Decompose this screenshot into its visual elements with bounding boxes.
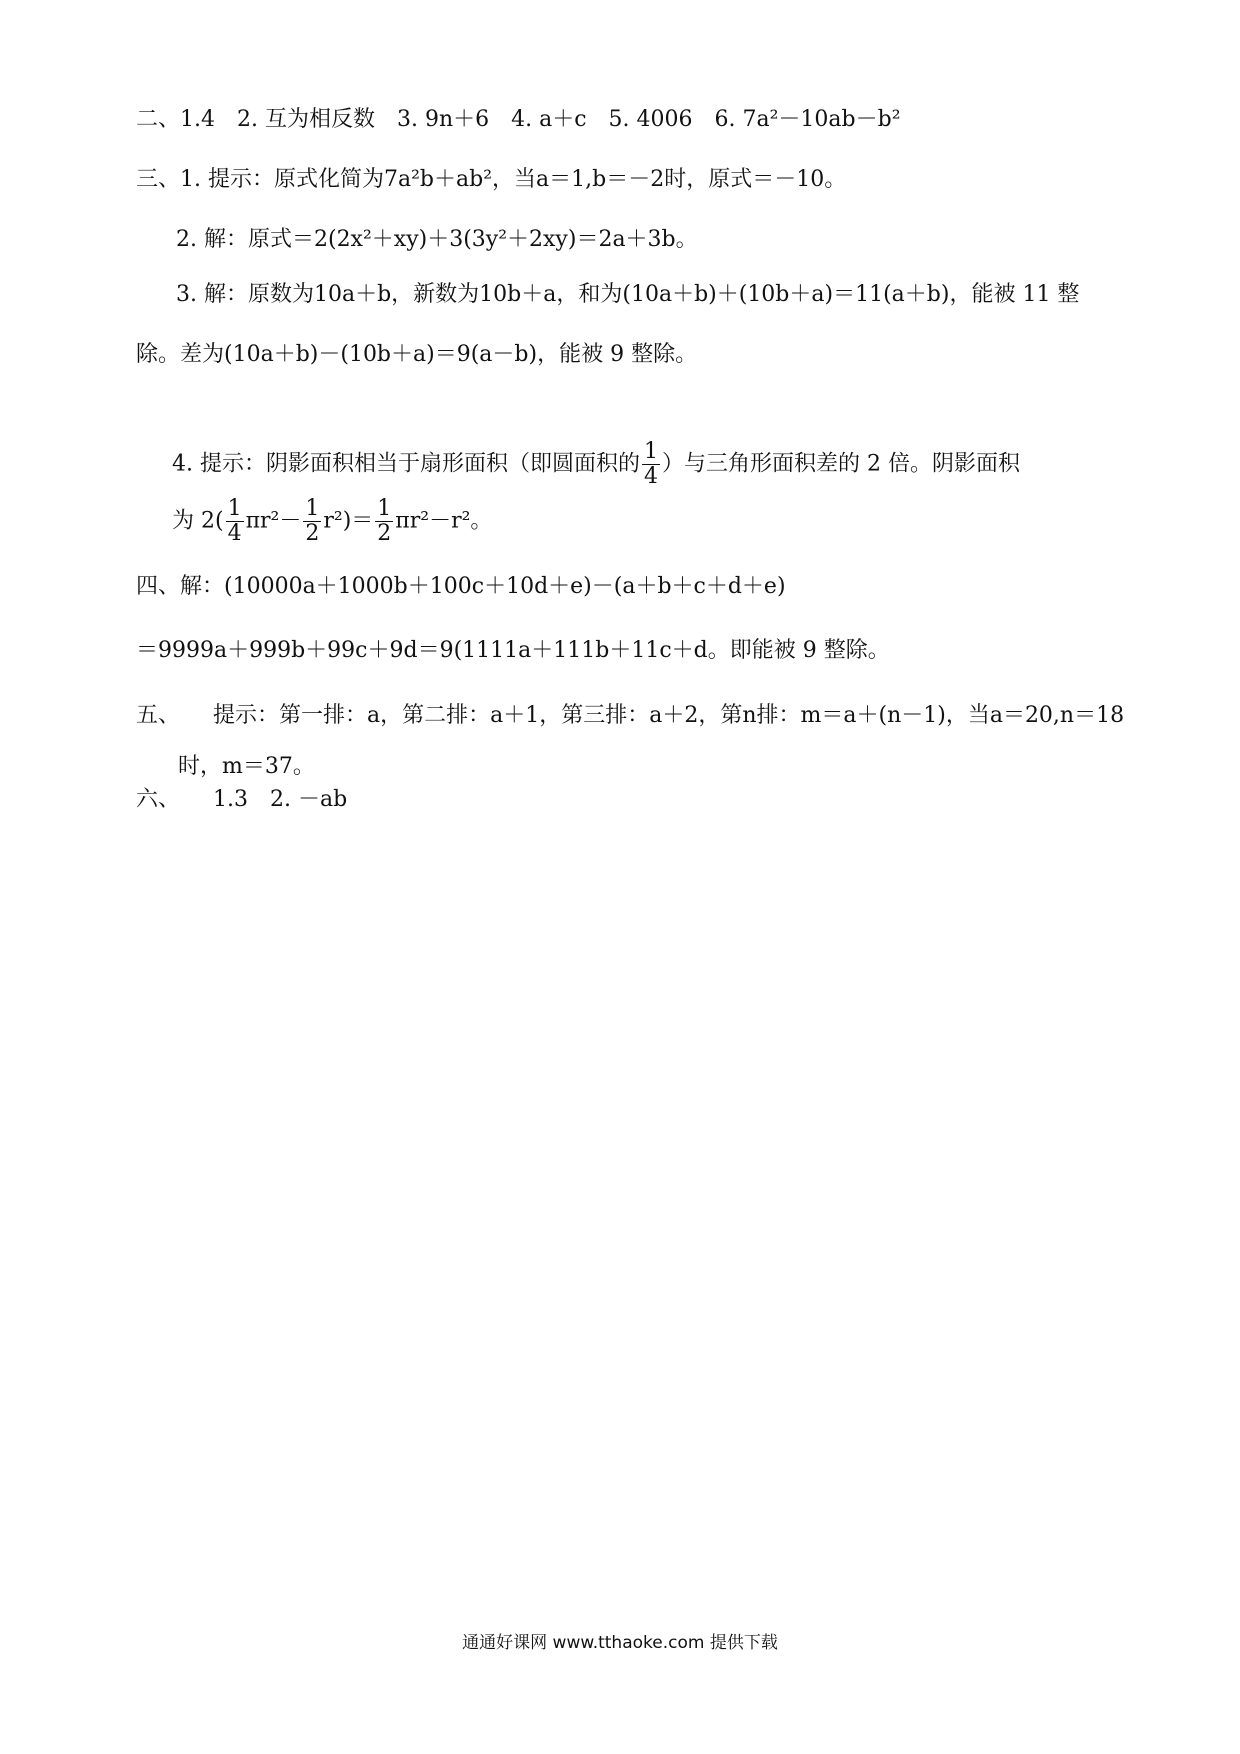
answer-section-5-line-2: 时，m＝37。 (178, 754, 315, 779)
answer-section-3-item-4-line-1 (172, 440, 1020, 489)
answer-section-3-item-3-line-2: 除。差为(10a＋b)－(10b＋a)＝9(a－b)，能被 9 整除。 (136, 342, 698, 367)
fraction-one-quarter (642, 440, 660, 489)
fraction-one-half (303, 497, 321, 546)
answer-section-4-line-1: 四、解：(10000a＋1000b＋100c＋10d＋e)－(a＋b＋c＋d＋e) (136, 574, 786, 599)
fraction-one-quarter (226, 497, 244, 546)
answer-section-4-line-2: ＝9999a＋999b＋99c＋9d＝9(1111a＋111b＋11c＋d。即能被 9 整除。 (136, 638, 890, 663)
answer-section-3-item-4-line-2 (172, 497, 492, 546)
answer-section-6: 六、 1.3 2. －ab (136, 787, 348, 812)
page-footer: 通通好课网 www.tthaoke.com 提供下载 (462, 1633, 778, 1653)
fraction-numerator: 1 (227, 496, 242, 521)
fraction-numerator: 1 (377, 496, 392, 521)
formula-part-2: πr²－ (245, 508, 302, 534)
formula-part-3: r²)＝ (323, 508, 374, 534)
answer-section-3-item-2: 2. 解：原式＝2(2x²＋xy)＋3(3y²＋2xy)＝2a＋3b。 (176, 227, 698, 252)
formula-part-1: 为 2( (172, 508, 224, 534)
item-4-text-after: ）与三角形面积差的 2 倍。阴影面积 (662, 451, 1020, 477)
answer-section-3-item-1: 三、1. 提示：原式化简为7a²b＋ab²，当a＝1,b＝－2时，原式＝－10。 (136, 167, 847, 192)
answer-section-3-item-3-line-1: 3. 解：原数为10a＋b，新数为10b＋a，和为(10a＋b)＋(10b＋a)＝11(a＋b)，能被 11 整 (176, 282, 1080, 307)
answer-section-2: 二、1.4 2. 互为相反数 3. 9n＋6 4. a＋c 5. 4006 6. 7a²－10ab－b² (136, 107, 901, 132)
fraction-denominator: 4 (644, 464, 658, 489)
fraction-numerator: 1 (305, 496, 320, 521)
formula-part-4: πr²－r²。 (395, 508, 493, 534)
item-4-text-before: 4. 提示：阴影面积相当于扇形面积（即圆面积的 (172, 451, 640, 477)
fraction-one-half (375, 497, 393, 546)
fraction-numerator: 1 (644, 439, 658, 464)
fraction-denominator: 2 (377, 521, 392, 546)
fraction-denominator: 4 (227, 521, 242, 546)
fraction-denominator: 2 (305, 521, 320, 546)
answer-section-5-line-1: 五、 提示：第一排：a，第二排：a＋1，第三排：a＋2，第n排：m＝a＋(n－1)，当a＝20,n＝18 (136, 703, 1125, 728)
